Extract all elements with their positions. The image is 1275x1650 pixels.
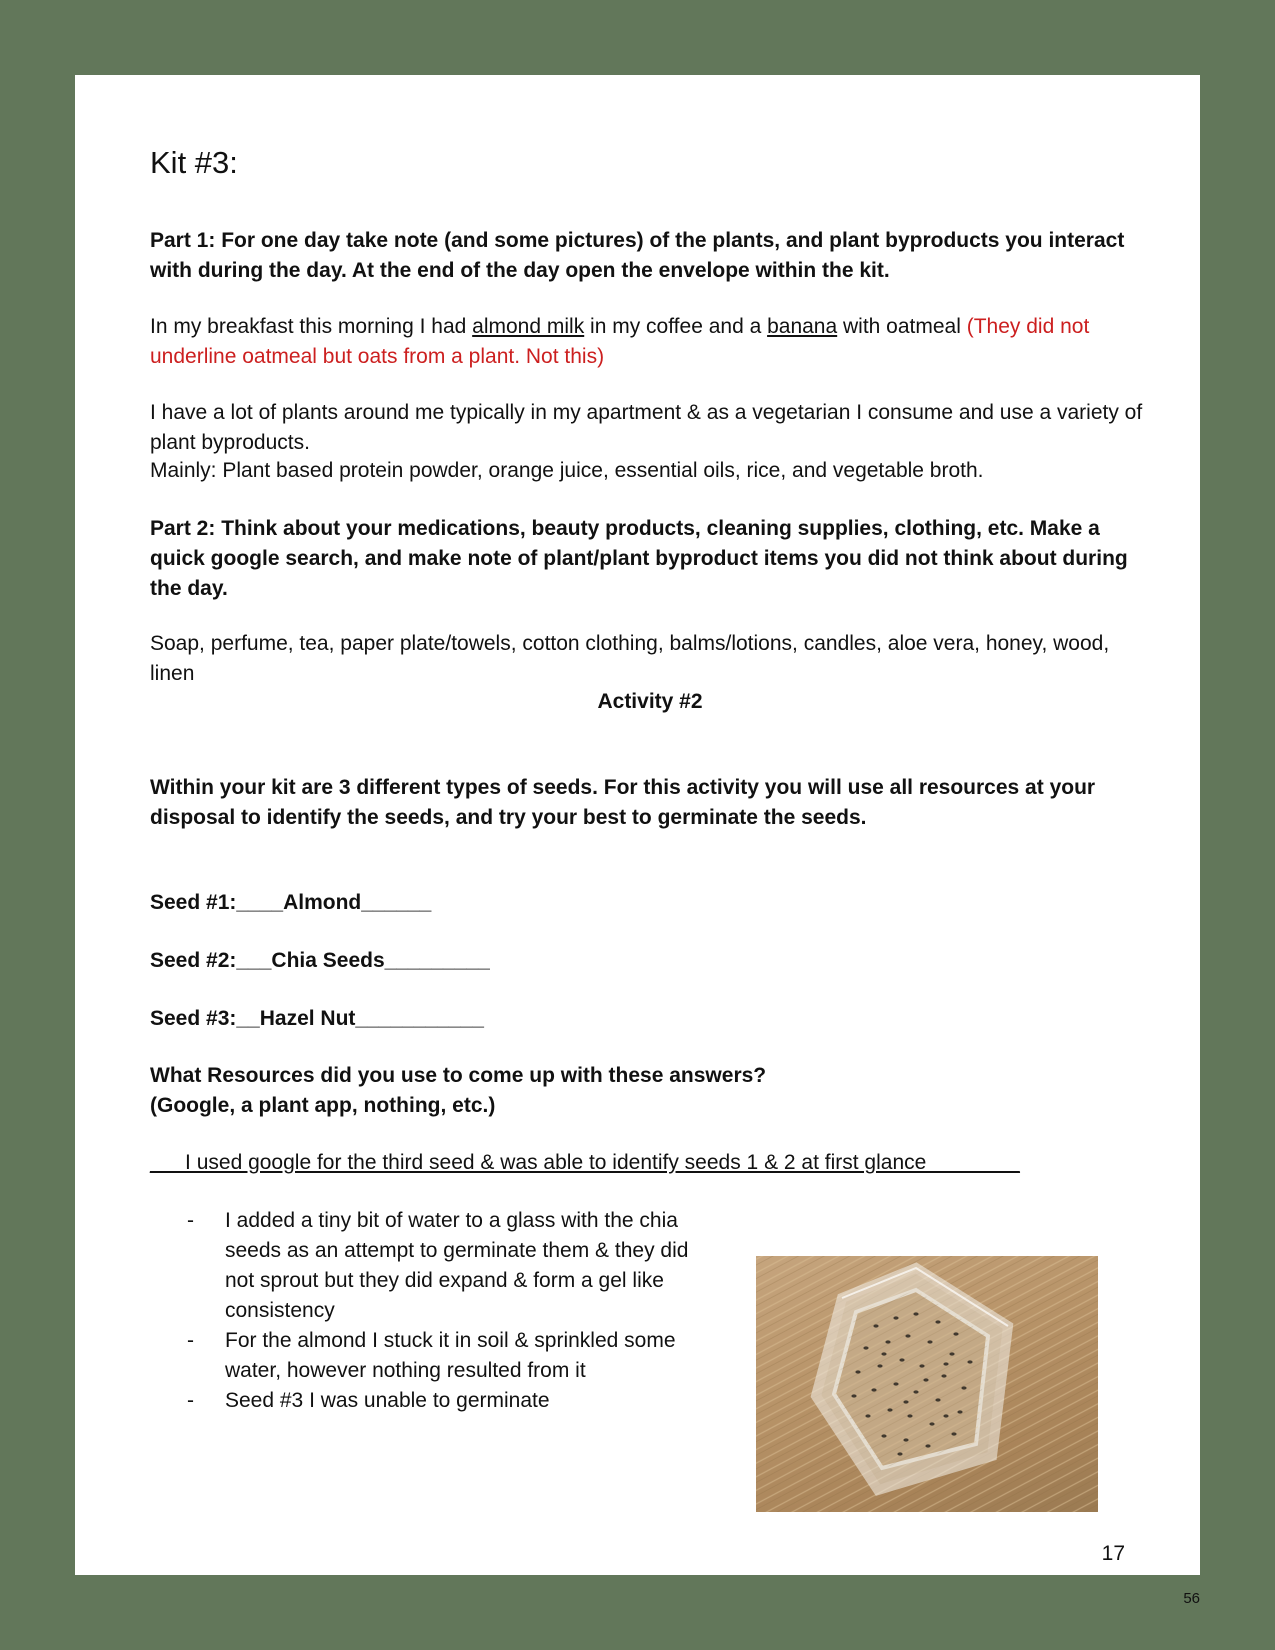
- chia-seeds-glass-photo: [756, 1256, 1098, 1512]
- plants-paragraph: I have a lot of plants around me typically in my apartment & as a vegetarian I consume and use a variety of plant byproducts.: [150, 401, 1143, 454]
- germination-notes-list: [150, 1206, 710, 1416]
- part1-prompt: Part 1: For one day take note (and some pictures) of the plants, and plant byproducts you interact with during the day. At the end of the day open the envelope within the kit.: [150, 229, 1125, 282]
- breakfast-text: in my coffee and a: [584, 315, 768, 338]
- resources-examples: (Google, a plant app, nothing, etc.): [150, 1094, 496, 1117]
- teacher-note: (They did not underline oatmeal but oats from a plant. Not this): [150, 315, 1090, 368]
- activity-intro: Within your kit are 3 different types of seeds. For this activity you will use all resources at your disposal to identify the seeds, and try your best to germinate the seeds.: [150, 776, 1096, 829]
- list-item: - I added a tiny bit of water to a glass with the chia seeds as an attempt to germinate them & they did not sprout but they did expand & form a gel like consistency: [150, 1206, 710, 1326]
- document-page-number: 56: [1183, 1590, 1200, 1607]
- seed-1-answer: Seed #1:____Almond______: [150, 891, 432, 914]
- breakfast-text: In my breakfast this morning I had: [150, 315, 473, 338]
- list-item: - For the almond I stuck it in soil & sprinkled some water, however nothing resulted from it: [150, 1326, 710, 1386]
- underlined-almond-milk: almond milk: [472, 315, 585, 338]
- seed-3-answer: Seed #3:__Hazel Nut___________: [150, 1007, 484, 1030]
- breakfast-paragraph: [150, 312, 1150, 372]
- kit-title: Kit #3:: [150, 145, 238, 180]
- seed-2-answer: Seed #2:___Chia Seeds_________: [150, 949, 490, 972]
- chia-seeds-glass-illustration: [756, 1256, 1098, 1512]
- mainly-paragraph: Mainly: Plant based protein powder, orange juice, essential oils, rice, and vegetable broth.: [150, 459, 984, 482]
- part2-prompt: Part 2: Think about your medications, beauty products, cleaning supplies, clothing, etc. Make a quick google search, and make note of plant/plant byproduct items you did not think about during the day.: [150, 517, 1128, 600]
- resources-question: What Resources did you use to come up with these answers?: [150, 1064, 767, 1087]
- underlined-banana: banana: [767, 315, 838, 338]
- page-number: 17: [1101, 1542, 1125, 1565]
- list-item: - Seed #3 I was unable to germinate: [150, 1386, 710, 1416]
- document-page: [75, 75, 1200, 1575]
- activity-heading: Activity #2: [597, 690, 703, 713]
- resources-answer: ___I used google for the third seed & was able to identify seeds 1 & 2 at first glance________: [150, 1151, 1020, 1174]
- breakfast-text: with oatmeal: [837, 315, 967, 338]
- part2-answer: Soap, perfume, tea, paper plate/towels, cotton clothing, balms/lotions, candles, aloe vera, honey, wood, linen: [150, 632, 1110, 685]
